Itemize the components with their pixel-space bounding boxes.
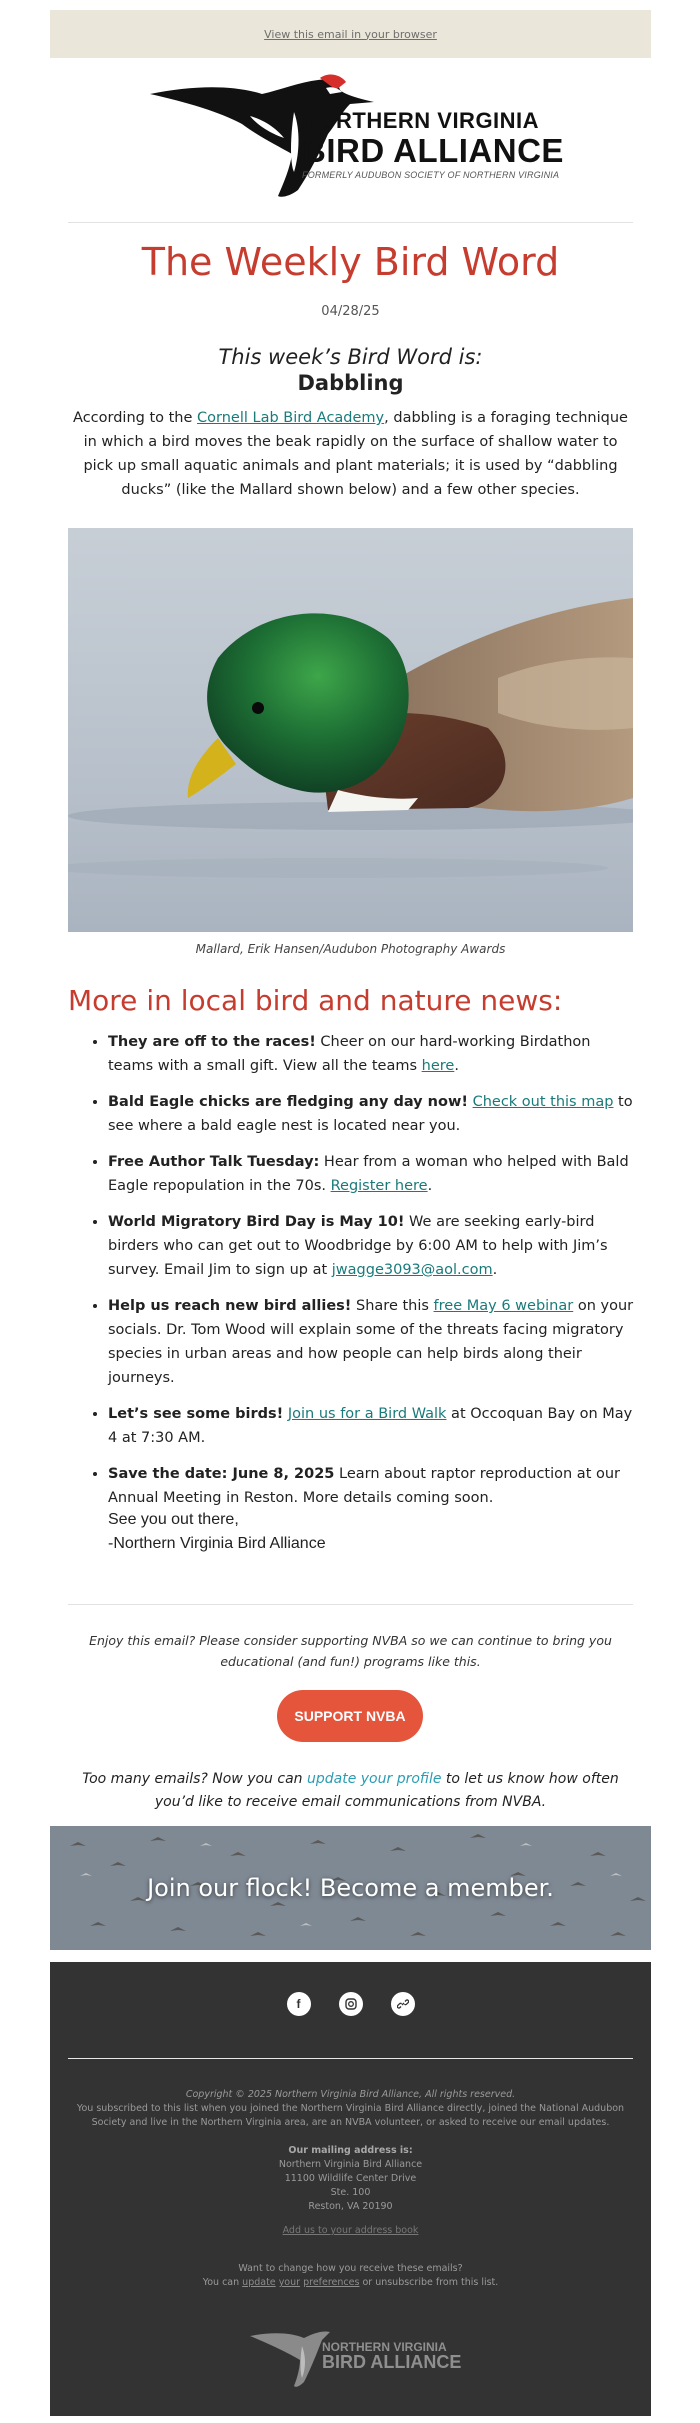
social-links [50,1992,651,2016]
address-line: Ste. 100 [330,2187,371,2198]
footer-logo-line2: BIRD ALLIANCE [322,2352,462,2372]
footer-address-heading: Our mailing address is: [288,2145,413,2156]
news-item-text: . [427,1178,433,1194]
news-item-birdathon [108,1030,635,1078]
news-item-text: Hear from a woman who helped with Bald Eagle repopulation in the 70s. [108,1154,629,1194]
preferences-text [68,1768,633,1814]
news-item-bold: Let’s see some birds! [108,1406,284,1422]
news-item-text: . [492,1262,498,1278]
logo-line2: BIRD ALLIANCE [302,132,564,169]
cornell-lab-link[interactable]: Cornell Lab Bird Academy [197,410,385,426]
news-item-text: Cheer on our hard-working Birdathon teams with a small gift. View all the teams [108,1034,591,1074]
news-item-text: . [454,1058,459,1074]
woodpecker-logo-icon [250,2322,330,2392]
support-nvba-button[interactable]: SUPPORT NVBA [277,1690,423,1742]
webinar-link[interactable]: free May 6 webinar [433,1298,574,1314]
news-item-bold: Help us reach new bird allies! [108,1298,352,1314]
photo-caption: Mallard, Erik Hansen/Audubon Photography Awards [195,942,506,956]
signoff-line2: -Northern Virginia Bird Alliance [108,1535,326,1552]
address-line: 11100 Wildlife Center Drive [284,2173,417,2184]
signoff-line1: See you out there, [108,1511,239,1528]
news-item-bold: Free Author Talk Tuesday: [108,1154,320,1170]
news-item-bird-walk [108,1402,635,1450]
footer-logo[interactable] [250,2322,470,2392]
nvba-logo[interactable] [50,72,651,200]
website-link-icon[interactable] [391,1992,415,2016]
address-line: Northern Virginia Bird Alliance [278,2159,423,2170]
news-item-bold: They are off to the races! [108,1034,316,1050]
change-line: Want to change how you receive these emails? [238,2263,463,2274]
address-book-link[interactable]: Add us to your address book [282,2225,419,2236]
update-profile-link[interactable]: update your profile [306,1771,442,1787]
intro-text-after: , dabbling is a foraging technique in which a bird moves the beak rapidly on the surface of shallow water to pick up small aquatic animals and plant materials; it is used by “dabbling ducks” (like the Mallard shown below) and a few other species. [83,410,628,498]
membership-banner-text: Join our flock! Become a member. [147,1874,554,1902]
news-item-bold: Save the date: June 8, 2025 [108,1466,335,1482]
news-list [90,1030,635,1522]
footer-address [68,2158,633,2214]
logo-line1: NORTHERN VIRGINIA [302,108,540,133]
bird-word: Dabbling [297,371,404,395]
footer [50,1962,651,2416]
membership-banner[interactable] [50,1826,651,1950]
footer-logo-line1: NORTHERN VIRGINIA [322,2340,447,2354]
news-item-text: on your socials. Dr. Tom Wood will explain some of the threats facing migratory species in urban areas and how people can help birds along their journeys. [108,1298,634,1386]
footer-change-preferences [68,2262,633,2290]
change-after: or unsubscribe from this list. [359,2277,499,2288]
facebook-icon[interactable]: f [287,1992,311,2016]
bird-walk-link[interactable]: Join us for a Bird Walk [287,1406,447,1422]
mallard-photo [68,528,633,932]
footer-subscription-reason: You subscribed to this list when you joined the Northern Virginia Bird Alliance directly, joined the National Audubon Society and live in the Northern Virginia area, are an NVBA volunteer, or asked to receive our email updates. [76,2103,625,2128]
news-item-text: at Occoquan Bay on May 4 at 7:30 AM. [108,1406,633,1446]
signoff [108,1508,326,1556]
support-text: Enjoy this email? Please consider supporting NVBA so we can continue to bring you educational (and fun!) programs like this. [89,1633,612,1669]
news-item-bald-eagle [108,1090,635,1138]
divider [68,1604,633,1605]
news-item-migratory-day [108,1210,635,1282]
footer-copyright: Copyright © 2025 Northern Virginia Bird Alliance, All rights reserved. [185,2089,516,2100]
newsletter-title: The Weekly Bird Word [141,240,560,284]
instagram-icon[interactable] [339,1992,363,2016]
logo-tagline: FORMERLY AUDUBON SOCIETY OF NORTHERN VIRGINIA [302,170,560,180]
address-line: Reston, VA 20190 [308,2201,393,2212]
news-item-text: to see where a bald eagle nest is located near you. [108,1094,633,1134]
preferences-before: Too many emails? Now you can [82,1771,307,1787]
change-before: You can [202,2277,243,2288]
preferences-after: to let us know how often you’d like to receive email communications from NVBA. [154,1771,619,1810]
news-heading: More in local bird and nature news: [68,984,563,1017]
divider [68,222,633,223]
news-item-webinar [108,1294,635,1390]
view-in-browser-bar [50,10,651,58]
intro-text-before: According to the [73,410,198,426]
bird-word-intro [68,406,633,502]
preferences-link[interactable]: preferences [303,2277,360,2288]
news-item-text: We are seeking early-bird birders who can get out to Woodbridge by 6:00 AM to help with Jim’s survey. Email Jim to sign up at [108,1214,608,1278]
bird-word-label: This week’s Bird Word is: [218,345,483,369]
email-jim-link[interactable]: jwagge3093@aol.com [331,1262,493,1278]
view-in-browser-link[interactable]: View this email in your browser [264,27,437,41]
update-link[interactable]: update [242,2277,276,2288]
news-item-bold: Bald Eagle chicks are fledging any day now! [108,1094,468,1110]
newsletter-date: 04/28/25 [321,304,380,319]
news-item-save-the-date [108,1462,635,1510]
news-item-text: Share this [351,1298,434,1314]
news-item-bold: World Migratory Bird Day is May 10! [108,1214,405,1230]
eagle-map-link[interactable]: Check out this map [472,1094,614,1110]
footer-divider [68,2058,633,2059]
birdathon-teams-link[interactable]: here [421,1058,455,1074]
news-item-author-talk [108,1150,635,1198]
your-link[interactable]: your [278,2277,301,2288]
register-link[interactable]: Register here [330,1178,428,1194]
news-item-text: Learn about raptor reproduction at our Annual Meeting in Reston. More details coming soon. [108,1466,621,1506]
change-links-line [68,2276,633,2290]
